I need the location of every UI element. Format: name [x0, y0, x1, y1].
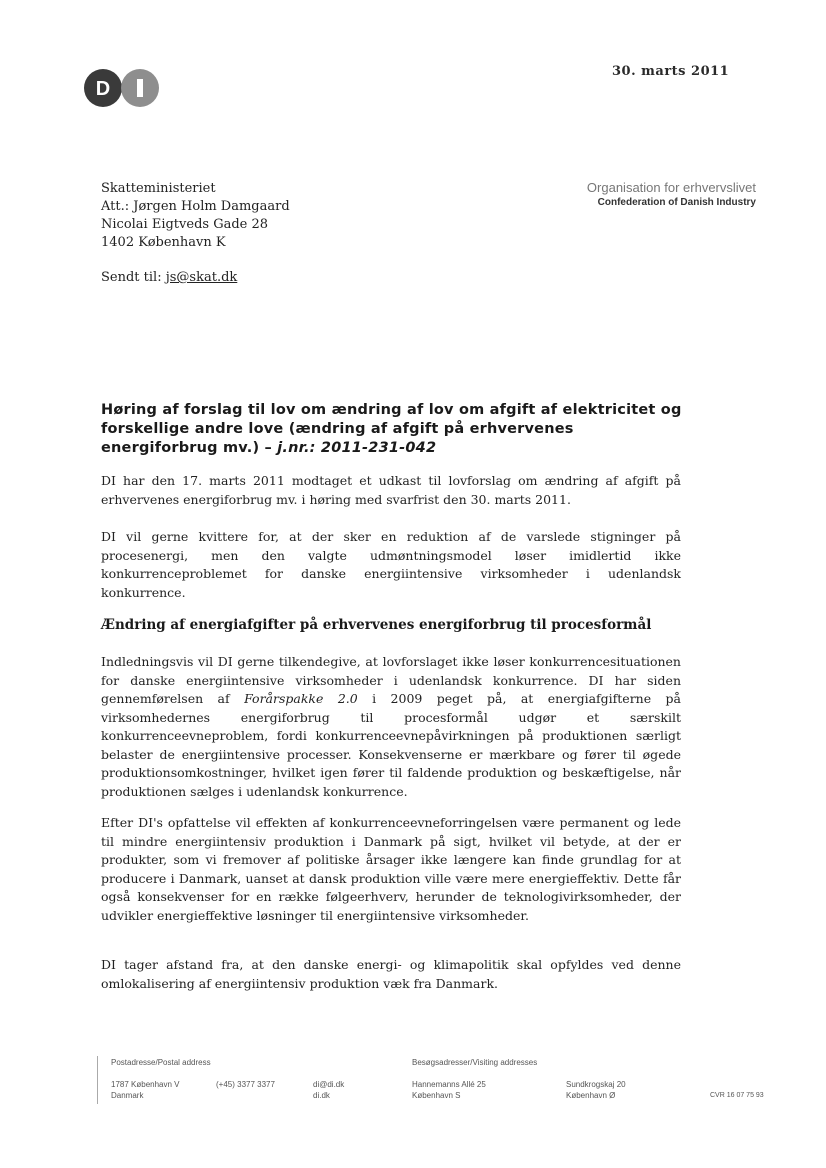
recipient-line: 1402 København K: [101, 235, 226, 250]
footer-phone: (+45) 3377 3377: [216, 1080, 275, 1089]
footer-visit1-line1: Hannemanns Allé 25: [412, 1080, 486, 1089]
paragraph-1: DI har den 17. marts 2011 modtaget et udkast til lovforslag om ændring af afgift på erhvervenes energiforbrug mv. i høring med svarfrist den 30. marts 2011.: [101, 473, 681, 507]
recipient-line: Skatteministeriet: [101, 181, 216, 196]
title-reference: j.nr.: 2011-231-042: [277, 440, 437, 456]
footer-web[interactable]: di.dk: [313, 1091, 330, 1100]
di-logo: [83, 68, 163, 108]
section-heading: Ændring af energiafgifter på erhvervenes energiforbrug til procesformål: [101, 617, 652, 633]
footer-visit2-line2: København Ø: [566, 1091, 616, 1100]
svg-text:D: D: [95, 78, 111, 100]
letter-title: [101, 401, 691, 458]
footer-cvr: CVR 16 07 75 93: [710, 1092, 764, 1099]
footer-postal-line1: 1787 København V: [111, 1080, 180, 1089]
sent-to-line: [101, 270, 237, 285]
recipient-line: Nicolai Eigtveds Gade 28: [101, 217, 269, 232]
org-tagline-english: Confederation of Danish Industry: [597, 197, 756, 208]
footer-postal-line2: Danmark: [111, 1091, 144, 1100]
paragraph-2: DI vil gerne kvittere for, at der sker en reduktion af de varslede stigninger på procesenergi, men den valgte udmøntningsmodel løser imidlertid ikke konkurrenceproblemet for danske energiintensive virksomheder i udenlandsk konkurrence.: [101, 529, 681, 600]
footer-email[interactable]: di@di.dk: [313, 1080, 345, 1089]
paragraph-3: [101, 653, 681, 801]
footer-visit1-line2: København S: [412, 1091, 461, 1100]
footer-divider: [97, 1056, 98, 1104]
recipient-line: Att.: Jørgen Holm Damgaard: [101, 199, 290, 214]
recipient-address: [101, 180, 290, 252]
title-text: Høring af forslag til lov om ændring af lov om afgift af elektricitet og forskellige andre love (ændring af afgift på erhvervenes energiforbrug mv.) –: [101, 402, 682, 456]
paragraph-4: Efter DI's opfattelse vil effekten af konkurrenceevneforringelsen være permanent og lede til mindre energiintensiv produktion i Danmark på sigt, hvilket vil betyde, at der er produkter, som vi fremover af politiske årsager ikke længere kan finde grundlag for at producere i Danmark, uanset at dansk produktion ville være mere energieffektiv. Dette får også konsekvenser for en række følgeerhverv, herunder de teknologivirksomheder, der udvikler energieffektive løsninger til energiintensive virksomheder.: [101, 815, 681, 923]
org-tagline-danish: Organisation for erhvervslivet: [586, 180, 756, 195]
footer-visiting-label: Besøgsadresser/Visiting addresses: [412, 1058, 538, 1067]
footer-visit2-line1: Sundkrogskaj 20: [566, 1080, 626, 1089]
paragraph-3-emphasis: Forårspakke 2.0: [244, 691, 358, 706]
sent-label: Sendt til:: [101, 270, 162, 285]
paragraph-3-part-a: Indledningsvis vil DI gerne tilkendegive, at lovforslaget ikke løser konkurrencesituationen for danske energiintensive virksomheder i udenlandsk konkurrence. DI har siden gennemførelsen af: [101, 654, 681, 706]
footer-postal-label: Postadresse/Postal address: [111, 1058, 211, 1067]
paragraph-5: DI tager afstand fra, at den danske energi- og klimapolitik skal opfyldes ved denne omlokalisering af energiintensiv produktion væk fra Danmark.: [101, 957, 681, 991]
letter-date: 30. marts 2011: [612, 64, 730, 79]
sent-email-link[interactable]: js@skat.dk: [165, 270, 238, 285]
paragraph-3-part-b: i 2009 peget på, at energiafgifterne på virksomhedernes energiforbrug til procesformål udgør et særskilt konkurrenceevneproblem, fordi konkurrenceevnepåvirkningen på produktionen særligt belaster de energiintensive processer. Konsekvenserne er mærkbare og fører til øgede produktionsomkostninger, hvilket igen fører til faldende produktion og beskæftigelse, når produktionen sælges i udenlandsk konkurrence.: [101, 691, 681, 799]
